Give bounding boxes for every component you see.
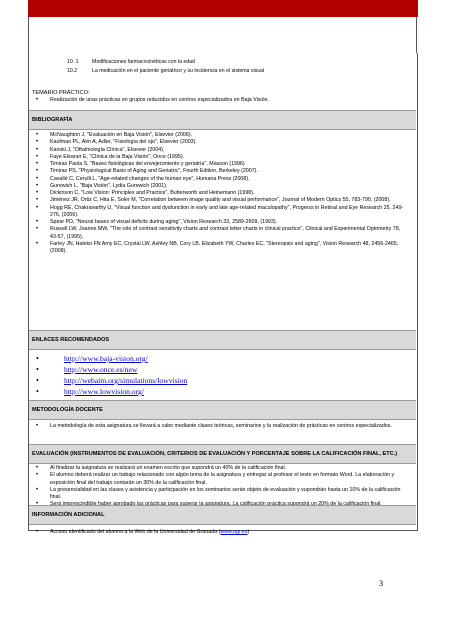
subtopic-number: 10.2 [67,68,78,74]
bibliography-item: • Timiras Paola S, "Bases fisiológicas del envejecimiento y geriatría", Masson (1996) [36,161,408,168]
bibliography-item: • Farley JN, Haleko FN Amy EC, Crystal LW, Ashley NB, Cory LB, Elizabeth YW, Charles EC, "Stereopsis and aging", Vision Research 48, 2456-2465, (2008). [36,241,408,256]
link-item [36,375,187,386]
link-once[interactable]: http://www.once.es/new [64,365,138,374]
page-number: 3 [379,579,383,588]
bibliography-list [36,132,408,255]
bibliography-item: • Hogg RE, Chakravarthy U, "Visual function and dysfunction in early and late age-related maculopathy", Progress in Retinal and Eye Research 25, 249-276, (2006). [36,205,408,220]
info-list [36,529,408,536]
bibliography-item: • Faye Eleanor E, "Clínica de la Baja Visión", Once (1995). [36,154,408,161]
temario-practico-list [36,97,408,104]
link-lowvision[interactable]: http://www.lowvision.org/ [64,387,144,396]
bibliography-item: • Kaufman PL, Alm A, Adler, "Fisiología del ojo", Elsevier (2003). [36,139,408,146]
subtopic-text: Modificaciones farmacocinéticas con la edad [92,59,195,65]
ugr-link[interactable]: www.ugr.es [220,529,248,535]
subtopic-text: La medicación en el paciente geriátrico y su incidencia en el sistema visual [92,68,265,74]
bibliography-item: • Cavallé C, Cerulli L, "Age-related changes of the human eye", Humana Press (2008). [36,176,408,183]
list-item: • Realización de unas prácticas en grupos reducidos en centros especializados en Baja Visión. [36,97,408,104]
header-color-bar [28,0,418,17]
section-header-enlaces: ENLACES RECOMENDADOS [29,330,416,350]
section-header-evaluacion: EVALUACIÓN (INSTRUMENTOS DE EVALUACIÓN, CRITERIOS DE EVALUACIÓN Y PORCENTAJE SOBRE LA CALIFICACIÓN FINAL, ETC.) [29,444,416,464]
section-header-info-adicional: INFORMACIÓN ADICIONAL [29,505,416,525]
bibliography-item: • Kanski J, "Oftalmología Clínica", Elsevier (2004). [36,147,408,154]
frame-border-left [28,17,29,53]
section-header-metodologia: METODOLOGÍA DOCENTE [29,400,416,420]
bibliography-item: • Russell LW, Joanne MW, "The role of contrast sensitivity charts and contrast letter charts in clinical practice", Clinical and Experimental Optometry 78, 43-57, (1995). [36,226,408,241]
list-item: • El alumno deberá realizar un trabajo relacionado con algún tema de la asignatura y entregar al profesor el texto en formato Word. La elaboración y exposición final del trabajo contarán un 30% de la calificación final. [36,472,408,487]
link-item [36,353,187,364]
list-item: • La metodología de esta asignatura se llevará a cabo mediante clases teóricas, seminarios y la realización de prácticas en centros especializados. [36,423,408,430]
links-list [36,353,187,397]
section-header-bibliografia: BIBLIOGRAFÍA [29,110,416,130]
link-baja-vision[interactable]: http://www.baja-vision.org/ [64,354,148,363]
bibliography-item: • Spear PD, "Neural bases of visual deficits during aging", Vision Research 33, 2589-2609, (1993). [36,219,408,226]
list-item [36,529,408,536]
link-item [36,364,187,375]
info-text-end: ) [247,529,250,535]
temario-practico-title: TEMARIO PRÁCTICO: [32,90,90,96]
bibliography-item: • Gurewich L, "Baja Visión", Lydia Gurewich (2001). [36,183,408,190]
list-item: • La presencialidad en las clases y asistencia y participación en los seminarios serán objeto de evaluación y supondrán hasta un 10% de la calificación final. [36,487,408,502]
methodology-list [36,423,408,430]
link-item [36,386,187,397]
frame-border-right [416,17,417,53]
list-item: • Al finalizar la asignatura se realizará un examen escrito que supondrá un 40% de la calificación final. [36,465,408,472]
bibliography-item: • Dickinson C, "Low Vision: Principles and Practice", Butterworth and Heinemann (1998). [36,190,408,197]
link-webaim[interactable]: http://webaim.org/simulations/lowvision [64,376,188,385]
evaluation-list [36,465,408,509]
info-text: Acceso identificado del alumno a la Web de la Universidad de Granada ( [50,529,221,535]
bibliography-item: • McNaughton J, "Evaluación en Baja Visión", Elsevier (2006). [36,132,408,139]
bibliography-item: • Timiras PS, "Physiological Basis of Aging and Geriatric", Fourth Edition, Berkeley (2007). [36,168,408,175]
bibliography-item: • Jiménez JR, Ortiz C, Hita E, Soler M, "Correlation between image quality and visual performance", Journal of Modern Optics 55, 783-790, (2008). [36,197,408,204]
subtopic-number: 10. 1 [67,59,79,65]
